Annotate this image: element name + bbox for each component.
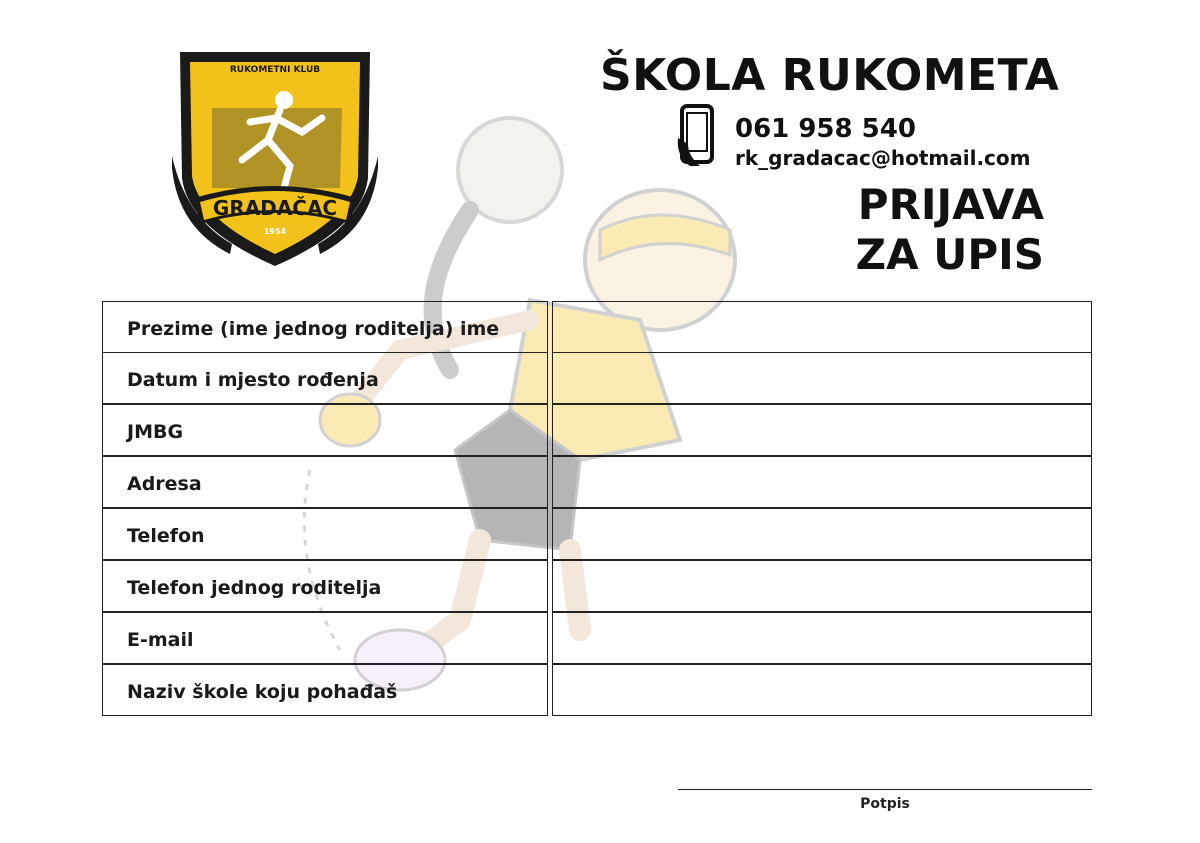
field-label: Prezime (ime jednog roditelja) ime <box>102 301 548 353</box>
field-label: Adresa <box>102 456 548 508</box>
field-input-birth-date-place[interactable] <box>552 352 1092 404</box>
field-label: JMBG <box>102 404 548 456</box>
field-label: Datum i mjesto rođenja <box>102 352 548 404</box>
field-input-phone[interactable] <box>552 508 1092 560</box>
field-label: E-mail <box>102 612 548 664</box>
table-row <box>102 457 1092 509</box>
phone-number: 061 958 540 <box>735 114 916 144</box>
table-row <box>102 665 1092 717</box>
form-title <box>760 180 1044 280</box>
form-title-line1: PRIJAVA <box>857 180 1044 229</box>
table-row <box>102 353 1092 405</box>
field-input-jmbg[interactable] <box>552 404 1092 456</box>
club-name: GRADAČAC <box>212 196 338 220</box>
club-year: 1954 <box>263 227 287 236</box>
smartphone-icon <box>676 104 718 170</box>
table-row <box>102 405 1092 457</box>
table-row <box>102 509 1092 561</box>
table-row <box>102 561 1092 613</box>
club-top-text: RUKOMETNI KLUB <box>229 65 321 75</box>
field-input-email[interactable] <box>552 612 1092 664</box>
field-input-school-name[interactable] <box>552 664 1092 716</box>
table-row <box>102 613 1092 665</box>
field-input-surname-name[interactable] <box>552 301 1092 353</box>
field-input-parent-phone[interactable] <box>552 560 1092 612</box>
table-row <box>102 301 1092 353</box>
form-title-line2: ZA UPIS <box>855 230 1044 279</box>
signature-label: Potpis <box>860 796 910 812</box>
club-logo <box>172 48 378 270</box>
registration-table <box>102 301 1092 717</box>
field-input-address[interactable] <box>552 456 1092 508</box>
email-address: rk_gradacac@hotmail.com <box>735 146 1031 170</box>
field-label: Naziv škole koju pohađaš <box>102 664 548 716</box>
school-title: ŠKOLA RUKOMETA <box>600 50 1060 101</box>
field-label: Telefon <box>102 508 548 560</box>
signature-line[interactable] <box>678 789 1092 790</box>
field-label: Telefon jednog roditelja <box>102 560 548 612</box>
